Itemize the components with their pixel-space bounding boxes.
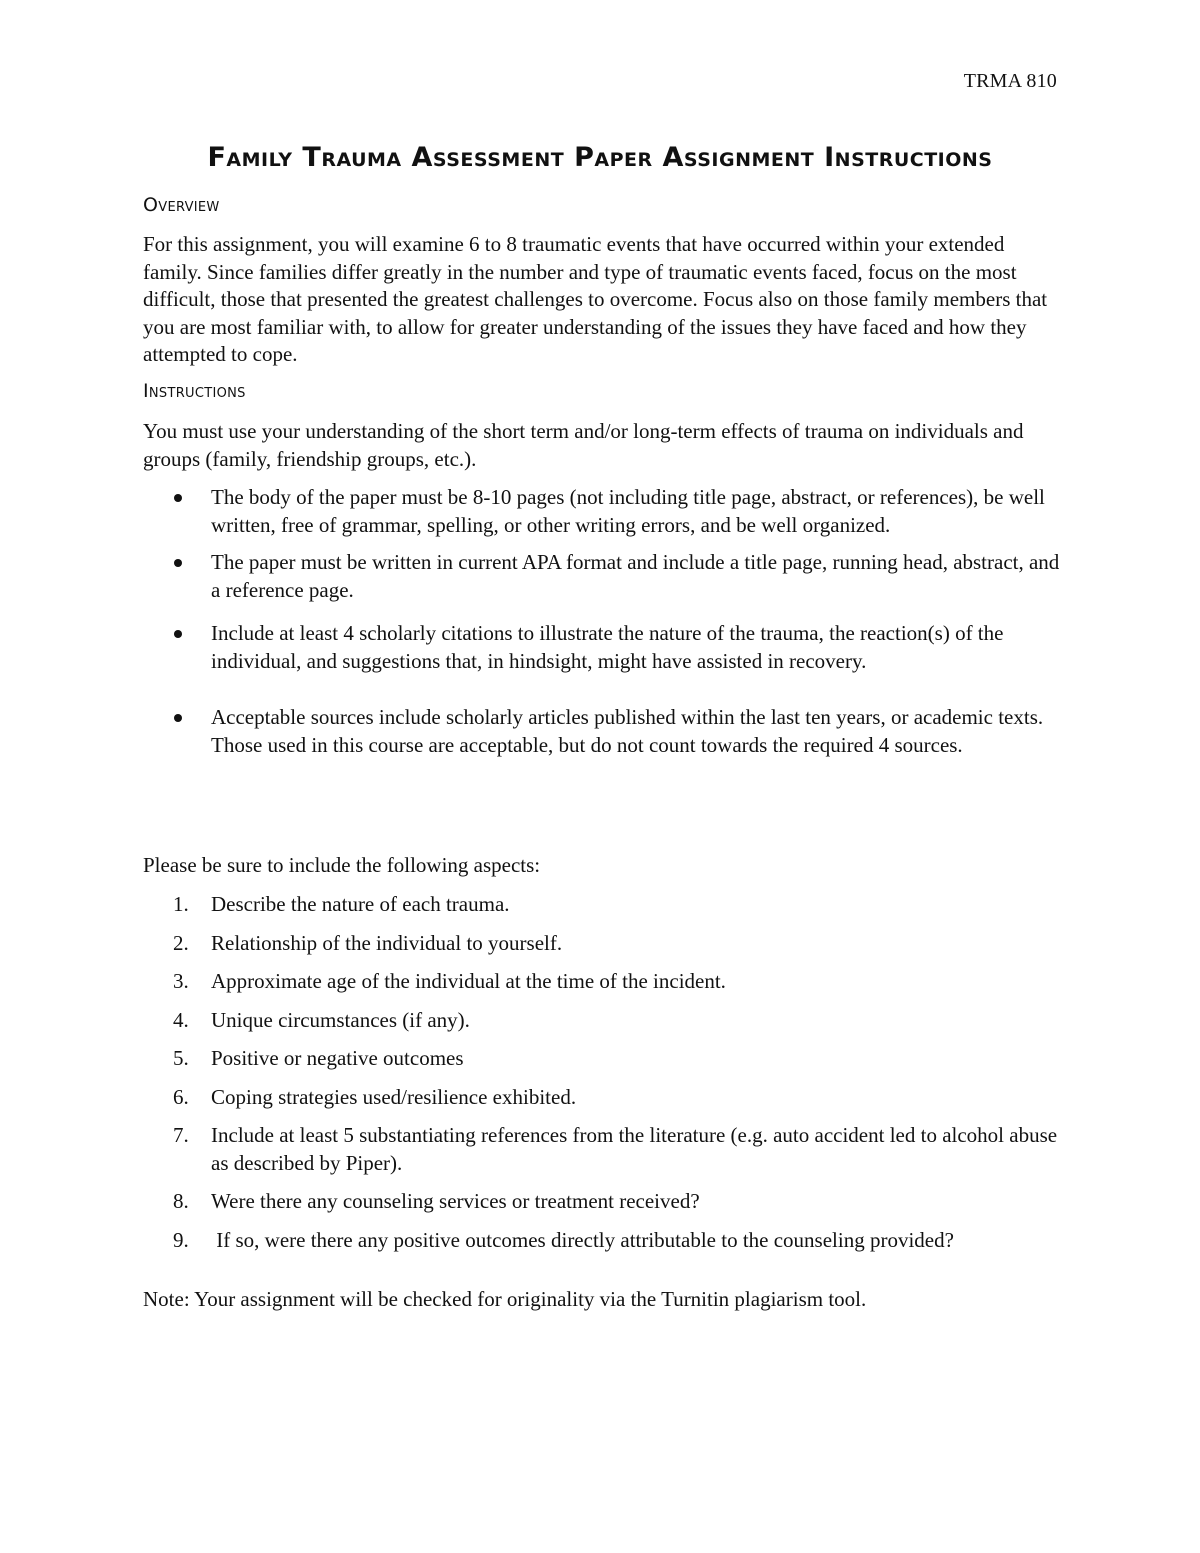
overview-heading: Overview — [143, 194, 220, 216]
list-item — [143, 1045, 1063, 1073]
list-number: 9. — [173, 1227, 189, 1252]
originality-note: Note: Your assignment will be checked for originality via the Turnitin plagiarism tool. — [143, 1287, 867, 1311]
aspects-list — [143, 891, 1063, 1254]
overview-paragraph: For this assignment, you will examine 6 to 8 traumatic events that have occurred within your extended family. Since families differ greatly in the number and type of traumatic events faced, focus on the most difficult, those that presented the greatest challenges to overcome. Focus also on those family members that you are most familiar with, to allow for greater understanding of the issues they have faced and how they attempted to cope. — [143, 232, 1048, 366]
list-item-text: Include at least 5 substantiating references from the literature (e.g. auto accident led to alcohol abuse as described by Piper). — [211, 1123, 1058, 1175]
bullet-icon — [174, 630, 182, 638]
list-item — [143, 484, 1063, 539]
list-item — [143, 1122, 1063, 1177]
list-item-text: Positive or negative outcomes — [211, 1046, 464, 1070]
aspects-intro: Please be sure to include the following aspects: — [143, 853, 541, 877]
page-title: Family Trauma Assessment Paper Assignment Instructions — [207, 142, 993, 173]
list-item — [143, 549, 1063, 604]
list-item — [143, 1188, 1063, 1216]
instructions-paragraph: You must use your understanding of the short term and/or long-term effects of trauma on individuals and groups (family, friendship groups, etc.). — [143, 419, 1024, 471]
list-item — [143, 930, 1063, 958]
list-item-text: Describe the nature of each trauma. — [211, 892, 510, 916]
list-item-text: Relationship of the individual to yourself. — [211, 930, 563, 955]
list-item — [143, 620, 1063, 675]
list-item-text: The body of the paper must be 8-10 pages (not including title page, abstract, or references), be well written, free of grammar, spelling, or other writing errors, and be well organized. — [211, 485, 1045, 537]
list-number: 2. — [173, 930, 189, 955]
list-item — [143, 968, 1063, 996]
list-item — [143, 891, 1063, 919]
list-number: 1. — [173, 892, 189, 916]
list-number: 7. — [173, 1123, 189, 1147]
list-item — [143, 1084, 1063, 1112]
list-number: 5. — [173, 1046, 189, 1070]
instructions-heading: Instructions — [143, 380, 246, 402]
list-item-text: Acceptable sources include scholarly articles published within the last ten years, or academic texts. Those used in this course are acceptable, but do not count towards the required 4 sources. — [211, 705, 1044, 757]
list-number: 6. — [173, 1084, 189, 1109]
list-number: 3. — [173, 969, 189, 993]
bullet-icon — [174, 714, 182, 722]
list-number: 4. — [173, 1007, 189, 1032]
list-item — [143, 1227, 1063, 1255]
list-item — [143, 704, 1063, 759]
list-item-text: The paper must be written in current APA format and include a title page, running head, abstract, and a reference page. — [211, 550, 1060, 602]
list-item — [143, 1007, 1063, 1035]
list-item-text: Unique circumstances (if any). — [211, 1007, 470, 1032]
list-item-text: Approximate age of the individual at the time of the incident. — [211, 969, 726, 993]
list-item-text: Coping strategies used/resilience exhibited. — [211, 1084, 577, 1109]
list-item-text: Include at least 4 scholarly citations to illustrate the nature of the trauma, the reaction(s) of the individual, and suggestions that, in hindsight, might have assisted in recovery. — [211, 621, 1004, 673]
requirements-list — [143, 484, 1063, 759]
list-item-text: If so, were there any positive outcomes directly attributable to the counseling provided? — [211, 1227, 954, 1252]
list-item-text: Were there any counseling services or treatment received? — [211, 1189, 700, 1213]
course-code: TRMA 810 — [963, 70, 1057, 92]
list-number: 8. — [173, 1189, 189, 1213]
bullet-icon — [174, 494, 182, 502]
bullet-icon — [174, 559, 182, 567]
